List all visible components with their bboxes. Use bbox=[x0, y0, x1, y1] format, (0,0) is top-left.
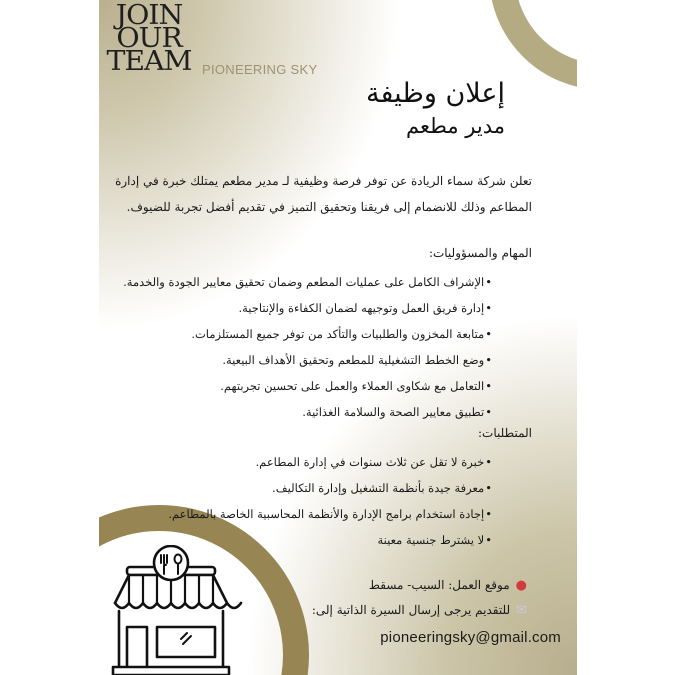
list-item: • إدارة فريق العمل وتوجيهه لضمان الكفاءة والإنتاجية. bbox=[123, 295, 492, 321]
location-text: موقع العمل: السيب- مسقط bbox=[368, 578, 510, 592]
intro-paragraph: تعلن شركة سماء الريادة عن توفر فرصة وظيفية لـ مدير مطعم يمتلك خبرة في إدارة المطاعم وذلك للانضمام إلى فريقنا وتحقيق التميز في تقديم أفضل تجربة للضيوف. bbox=[115, 174, 532, 214]
responsibilities-heading: المهام والمسؤوليات: bbox=[428, 246, 532, 260]
contact-email[interactable]: pioneeringsky@gmail.com bbox=[380, 629, 561, 646]
requirements-heading: المتطلبات: bbox=[478, 426, 532, 440]
requirements-list bbox=[168, 449, 492, 553]
list-item: • متابعة المخزون والطلبيات والتأكد من توفر جميع المستلزمات. bbox=[123, 321, 492, 347]
brand-name: PIONEERING SKY bbox=[202, 62, 318, 77]
list-item: • إجادة استخدام برامج الإدارة والأنظمة المحاسبية الخاصة بالمطاعم. bbox=[168, 501, 492, 527]
join-line: TEAM bbox=[106, 46, 192, 77]
list-item: • التعامل مع شكاوى العملاء والعمل على تحسين تجربتهم. bbox=[123, 373, 492, 399]
decorative-arc-top bbox=[489, 0, 577, 90]
join-line: JOIN bbox=[115, 0, 183, 31]
restaurant-storefront-icon bbox=[99, 545, 244, 675]
list-item: • معرفة جيدة بأنظمة التشغيل وإدارة التكاليف. bbox=[168, 475, 492, 501]
job-title: مدير مطعم bbox=[406, 114, 505, 138]
pin-icon: ● bbox=[515, 578, 527, 593]
list-item: • وضع الخطط التشغيلية للمطعم وتحقيق الأهداف البيعية. bbox=[123, 347, 492, 373]
list-item: • لا يشترط جنسية معينة bbox=[168, 527, 492, 553]
apply-text: للتقديم يرجى إرسال السيرة الذاتية إلى: bbox=[311, 603, 511, 617]
list-item: • خبرة لا تقل عن ثلاث سنوات في إدارة المطاعم. bbox=[168, 449, 492, 475]
poster-title: إعلان وظيفة bbox=[366, 78, 505, 109]
join-our-team-heading bbox=[104, 0, 194, 77]
job-poster bbox=[99, 0, 577, 675]
apply-instructions bbox=[312, 603, 527, 618]
list-item: • الإشراف الكامل على عمليات المطعم وضمان تحقيق معايير الجودة والخدمة. bbox=[123, 269, 492, 295]
responsibilities-list bbox=[123, 269, 492, 425]
list-item: • تطبيق معايير الصحة والسلامة الغذائية. bbox=[123, 399, 492, 425]
work-location bbox=[369, 578, 527, 593]
envelope-icon: ✉ bbox=[516, 603, 527, 618]
join-line: OUR bbox=[116, 23, 182, 54]
